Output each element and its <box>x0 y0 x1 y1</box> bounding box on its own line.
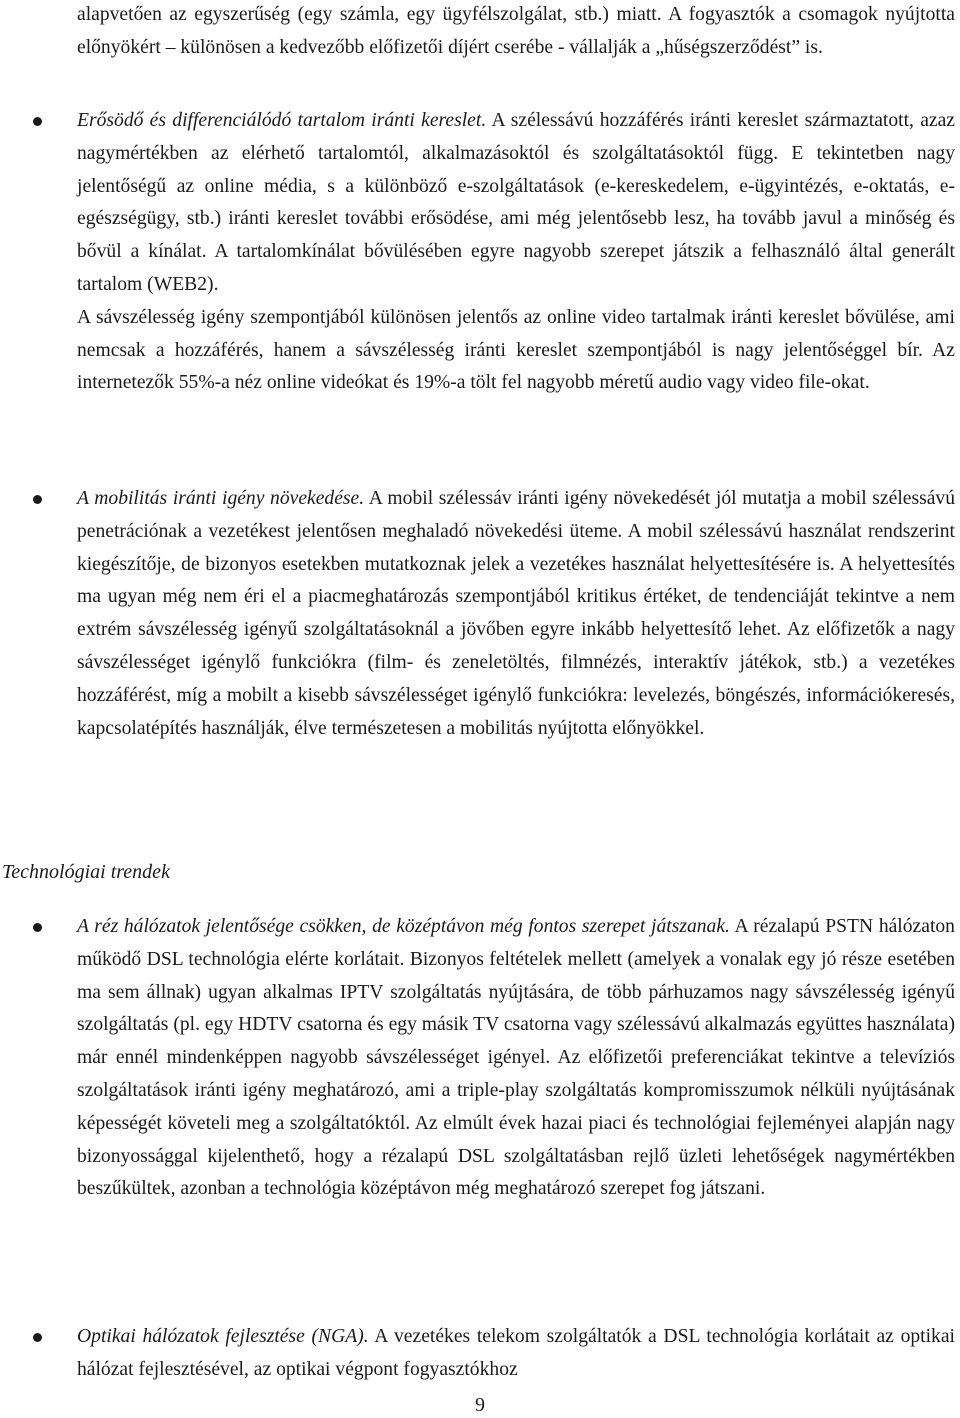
paragraph-content-demand <box>77 105 955 302</box>
item-text: A szélessávú hozzáférés iránti kereslet származtatott, azaz nagymértékben az elérhető tartalomtól, alkalmazásoktól és szolgáltatásoktól függ. E tekintetben nagy jelentőségű az online média, s a különböző e-szolgáltatások (e-kereskedelem, e-ügyintézés, e-oktatás, e-egészségügy, stb.) iránti kereslet további erősödése, ami még jelentősebb lesz, ha tovább javul a minőség és bővül a kínálat. A tartalomkínálat bővülésében egyre nagyobb szerepet játszik a felhasználó által generált tartalom (WEB2). <box>77 110 955 295</box>
item-title: Optikai hálózatok fejlesztése (NGA). <box>77 1326 369 1347</box>
item-title: A mobilitás iránti igény növekedése. <box>77 488 365 509</box>
item-text: A rézalapú PSTN hálózaton működő DSL technológia elérte korlátait. Bizonyos feltételek mellett (amelyek a vonalak egy jó része esetében ma sem állnak) ugyan alkalmas IPTV szolgáltatás nyújtására, de több párhuzamos nagy sávszélesség igényű szolgáltatás (pl. egy HDTV csatorna és egy másik TV csatorna vagy szélessávú alkalmazás együttes használata) már ennél mindenképpen nagyobb sávszélességet igényel. Az előfizetői preferenciákat tekintve a televíziós szolgáltatások iránti igény meghatározó, ami a triple-play szolgáltatás kompromisszumok nélküli nyújtásának képességét követeli meg a szolgáltatóktól. Az elmúlt évek hazai piaci és technológiai fejleményei alapján nagy bizonyossággal kijelenthető, hogy a rézalapú DSL szolgáltatásban rejlő üzleti lehetőségek nagymértékben beszűkültek, azonban a technológia középtávon még meghatározó szerepet fog játszani. <box>77 916 955 1200</box>
bullet-optical-networks <box>0 1321 960 1387</box>
item-title: Erősödő és differenciálódó tartalom iránti kereslet. <box>77 110 487 131</box>
bullet-icon <box>33 117 42 126</box>
bullet-mobility <box>0 483 960 745</box>
bullet-copper-networks <box>0 911 960 1206</box>
section-heading: Technológiai trendek <box>2 861 170 883</box>
bullet-icon <box>33 923 42 932</box>
bullet-icon <box>33 1333 42 1342</box>
item-text: A mobil szélessáv iránti igény növekedését jól mutatja a mobil szélessávú penetrációnak a vezetékest jelentősen meghaladó növekedési üteme. A mobil szélessávú használat rendszerint kiegészítője, de bizonyos esetekben mutatkoznak jelek a vezetékes használat helyettesítésére is. A helyettesítés ma ugyan még nem éri el a piacmeghatározás szempontjából kritikus értéket, de tendenciáját tekintve a nem extrém sávszélesség igényű szolgáltatásoknál a jövőben egyre inkább helyettesítő lehet. Az előfizetők a nagy sávszélességet igénylő funkciókra (film- és zeneletöltés, filmnézés, interaktív játékok, stb.) a vezetékes hozzáférést, míg a mobilt a kisebb sávszélességet igénylő funkciókra: levelezés, böngészés, információkeresés, kapcsolatépítés használják, élve természetesen a mobilitás nyújtotta előnyökkel. <box>77 488 955 739</box>
paragraph-video-demand: A sávszélesség igény szempontjából különösen jelentős az online video tartalmak iránti kereslet bővülése, ami nemcsak a hozzáférés, hanem a sávszélesség iránti kereslet szempontjából is nagy jelentőséggel bír. Az internetezők 55%-a néz online videókat és 19%-a tölt fel nagyobb méretű audio vagy video file-okat. <box>77 306 955 394</box>
continuation-paragraph: alapvetően az egyszerűség (egy számla, egy ügyfélszolgálat, stb.) miatt. A fogyasztók a csomagok nyújtotta előnyökért – különösen a kedvezőbb előfizetői díjért cserébe - vállalják a „hűségszerződést” is. <box>77 4 955 58</box>
continuation-block <box>0 0 960 65</box>
bullet-content-demand <box>0 105 960 400</box>
bullet-icon <box>33 495 42 504</box>
paragraph-optical-networks <box>77 1321 955 1387</box>
item-text: A vezetékes telekom szolgáltatók a DSL technológia korlátait az optikai hálózat fejlesztésével, az optikai végpont fogyasztókhoz <box>77 1326 955 1380</box>
paragraph-copper-networks <box>77 911 955 1206</box>
page-number: 9 <box>475 1394 485 1416</box>
paragraph-mobility <box>77 483 955 745</box>
item-title: A réz hálózatok jelentősége csökken, de középtávon még fontos szerepet játszanak. <box>77 916 730 937</box>
